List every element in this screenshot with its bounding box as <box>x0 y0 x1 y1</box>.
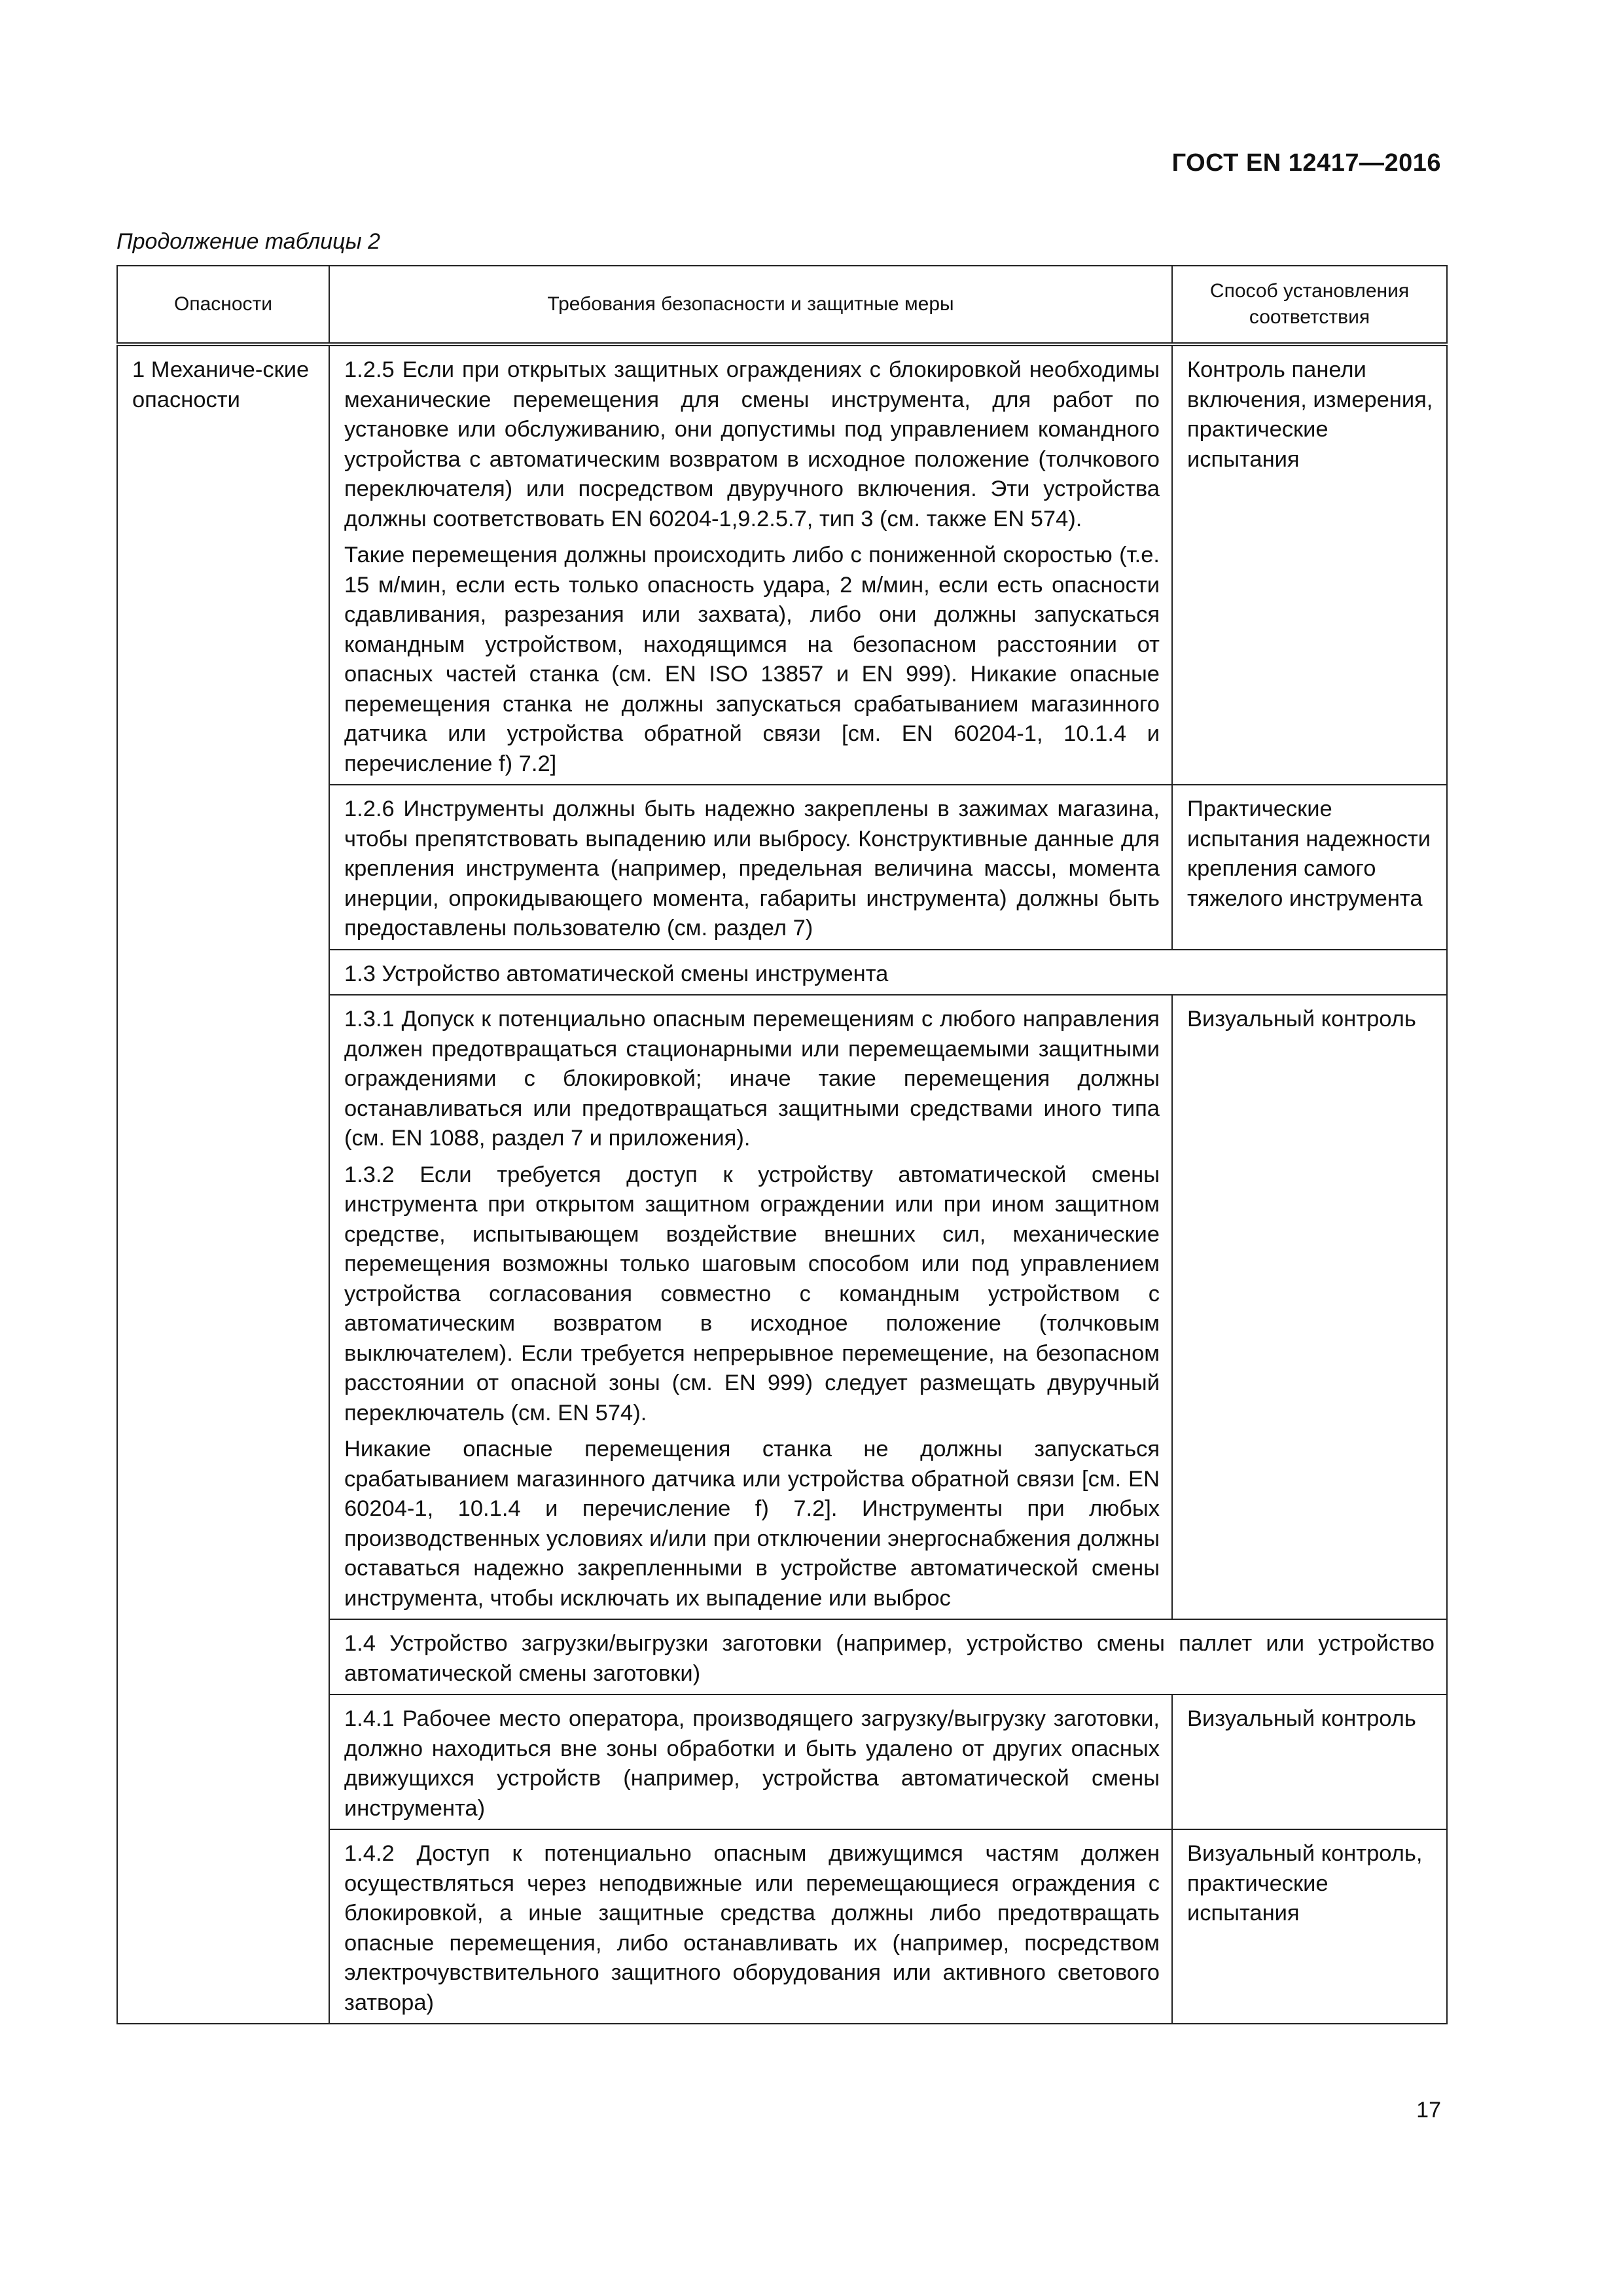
requirement-paragraph: 1.3.1 Допуск к потенциально опасным перемещениям с любого направления должен предотвращаться стационарными или перемещаемыми защитными ограждениями с блокировкой; иначе такие перемещения должны останавливаться или предотвращаться защитными средствами иного типа (см. EN 1088, раздел 7 и приложения). <box>344 1007 1160 1151</box>
section-heading-text: 1.4 Устройство загрузки/выгрузки заготовки (например, устройство смены паллет или устройство автоматической смены заготовки) <box>344 1631 1435 1686</box>
verification-cell: Визуальный контроль, практические испытания <box>1172 1829 1447 2024</box>
verification-cell: Контроль панели включения, измерения, практические испытания <box>1172 344 1447 785</box>
requirement-paragraph: 1.4.1 Рабочее место оператора, производящего загрузку/выгрузку заготовки, должно находиться вне зоны обработки и быть удалено от других опасных движущихся устройств (например, устройства автоматической смены инструмента) <box>344 1706 1160 1821</box>
table-row <box>117 344 1447 785</box>
requirement-cell <box>329 1829 1172 2024</box>
table-header-row <box>117 266 1447 344</box>
requirement-paragraph: Никакие опасные перемещения станка не должны запускаться срабатыванием магазинного датчика или устройства обратной связи [см. EN 60204-1, 10.1.4 и перечисление f) 7.2]. Инструменты при любых производственных условиях и/или при отключении энергоснабжения должны оставаться надежно закрепленными в устройстве автоматической смены инструмента, чтобы исключать их выпадение или выброс <box>344 1437 1160 1611</box>
page-number: 17 <box>1416 2098 1441 2123</box>
requirement-cell <box>329 785 1172 950</box>
requirement-cell <box>329 1695 1172 1829</box>
requirements-table <box>116 265 1448 2024</box>
requirement-paragraph: 1.2.5 Если при открытых защитных ограждениях с блокировкой необходимы механические перемещения для смены инструмента, для работ по установке или обслуживанию, они допустимы под управлением командного устройства с автоматическим возвратом в исходное положение (толчкового переключателя) или посредством двуручного включения. Эти устройства должны соответствовать EN 60204-1,9.2.5.7, тип 3 (см. также EN 574). <box>344 357 1160 531</box>
requirement-paragraph: Такие перемещения должны происходить либо с пониженной скоростью (т.е. 15 м/мин, если есть только опасность удара, 2 м/мин, если есть опасности сдавливания, разрезания или захвата), либо они должны запускаться командным устройством, находящимся на безопасном расстоянии от опасных частей станка (см. EN ISO 13857 и EN 999). Никакие опасные перемещения станка не должны запускаться срабатыванием магазинного датчика или устройства обратной связи [см. EN 60204-1, 10.1.4 и перечисление f) 7.2] <box>344 543 1160 776</box>
table-caption: Продолжение таблицы 2 <box>116 229 380 254</box>
verification-cell: Практические испытания надежности крепления самого тяжелого инструмента <box>1172 785 1447 950</box>
section-heading-cell: 1.3 Устройство автоматической смены инструмента <box>329 950 1447 996</box>
col-header-verification: Способ установления соответствия <box>1172 266 1447 344</box>
requirement-paragraph: 1.2.6 Инструменты должны быть надежно закреплены в зажимах магазина, чтобы препятствовать выпадению или выбросу. Конструктивные данные для крепления инструмента (например, предельная величина массы, момента инерции, опрокидывающего момента, габариты инструмента) должны быть предоставлены пользователю (см. раздел 7) <box>344 797 1160 941</box>
requirement-paragraph: 1.4.2 Доступ к потенциально опасным движущимся частям должен осуществляться через неподвижные или перемещающиеся ограждения с блокировкой, а иные защитные средства должны либо предотвращать опасные перемещения, либо останавливать их (например, посредством электрочувствительного защитного оборудования или активного светового затвора) <box>344 1841 1160 2015</box>
requirement-cell <box>329 995 1172 1619</box>
requirement-paragraph: 1.3.2 Если требуется доступ к устройству автоматической смены инструмента при открытом защитном ограждении или при ином защитном средстве, испытывающем воздействие внешних сил, механические перемещения возможны только шаговым способом или под управлением устройства согласования совместно с командным устройством с автоматическим возвратом в исходное положение (толчковым выключателем). Если требуется непрерывное перемещение, на безопасном расстоянии от опасной зоны (см. EN 999) следует размещать двуручный переключатель (см. EN 574). <box>344 1162 1160 1426</box>
col-header-hazards: Опасности <box>117 266 329 344</box>
verification-cell: Визуальный контроль <box>1172 1695 1447 1829</box>
verification-cell: Визуальный контроль <box>1172 995 1447 1619</box>
section-heading-cell <box>329 1619 1447 1695</box>
standard-code: ГОСТ EN 12417—2016 <box>1171 149 1441 177</box>
hazard-cell: 1 Механиче-ские опасности <box>117 344 329 2024</box>
requirement-cell <box>329 344 1172 785</box>
col-header-requirements: Требования безопасности и защитные меры <box>329 266 1172 344</box>
